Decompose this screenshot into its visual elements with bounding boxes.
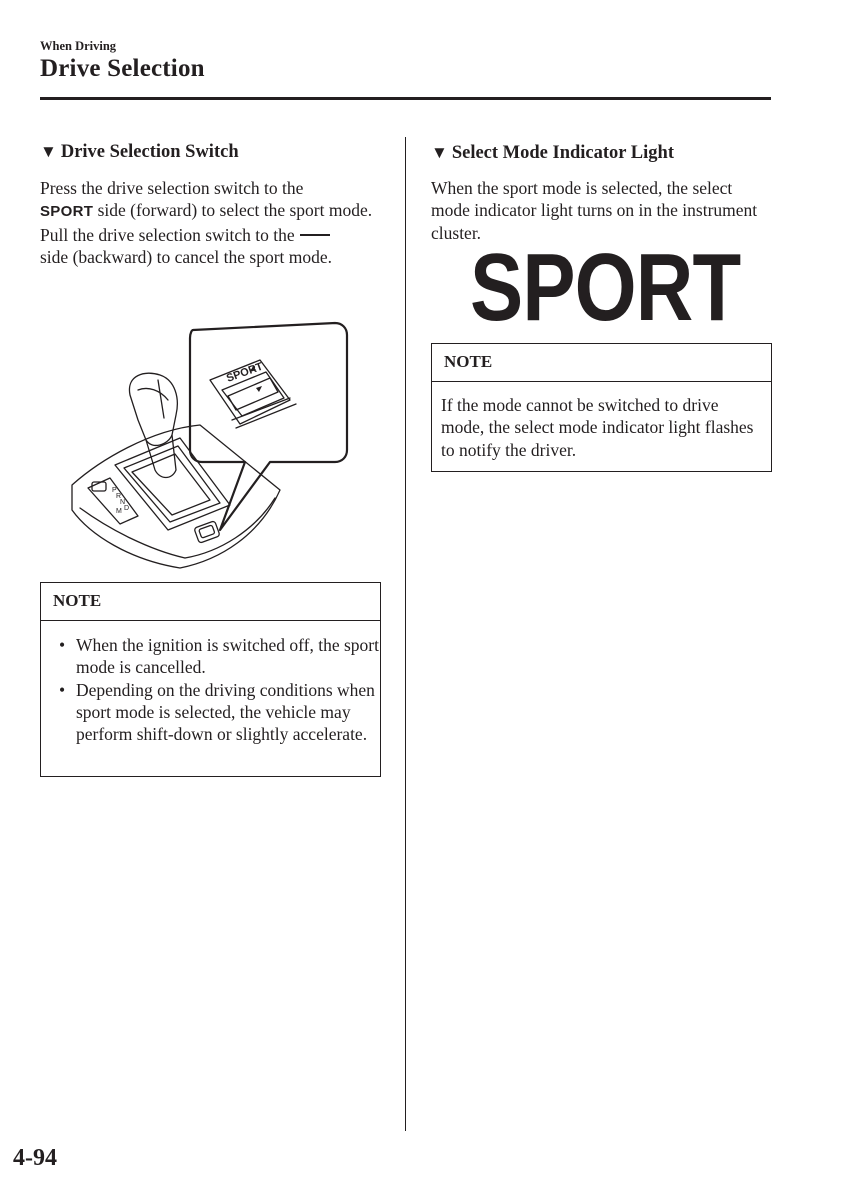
paragraph-forward [40, 177, 390, 224]
text-line: side (backward) to cancel the sport mode. [40, 246, 333, 267]
heading-text: Select Mode Indicator Light [451, 143, 674, 163]
gear-shifter-illustration [60, 320, 360, 580]
note-box-right [431, 343, 772, 472]
column-divider [405, 137, 406, 1131]
heading-text: Drive Selection Switch [60, 142, 239, 162]
list-item-text: Depending on the driving conditions when sport mode is selected, the vehicle may perform shift-down or slightly accelerate. [76, 679, 375, 745]
gear-letter: R [116, 493, 122, 500]
gear-letter: M [116, 508, 122, 515]
list-item [41, 634, 380, 679]
triangle-down-icon: ▼ [40, 142, 57, 161]
text-line: Pull the drive selection switch to the [40, 224, 295, 245]
minus-symbol [300, 234, 330, 236]
note-content [41, 621, 380, 745]
illustration-sport-label: SPORT [224, 360, 265, 385]
text-line: Press the drive selection switch to the [40, 178, 304, 198]
gear-letter: D [124, 505, 130, 512]
bullet-icon: • [59, 679, 66, 700]
bullet-icon: • [59, 635, 66, 655]
gear-letter: P [112, 487, 117, 494]
indicator-description: When the sport mode is selected, the select mode indicator light turns on in the instrument cluster. [431, 178, 758, 243]
triangle-down-icon: ▼ [431, 143, 448, 162]
header-rule [40, 97, 771, 100]
select-mode-indicator-heading [431, 143, 674, 164]
note-box-left [40, 582, 381, 777]
section-breadcrumb: When Driving [40, 39, 117, 53]
note-title: NOTE [432, 344, 771, 382]
paragraph-backward [40, 224, 390, 269]
sport-indicator-symbol: SPORT [470, 234, 741, 341]
drive-switch-description [40, 177, 390, 268]
list-item [41, 679, 380, 746]
gear-letter: N [120, 499, 126, 506]
note-title: NOTE [41, 583, 380, 621]
page-title: Drive Selection [40, 55, 205, 82]
text-line: side (forward) to select the sport mode. [93, 200, 373, 221]
sport-symbol: SPORT [40, 203, 94, 221]
page-number: 4-94 [13, 1145, 57, 1171]
drive-selection-switch-heading [40, 142, 239, 163]
list-item-text: When the ignition is switched off, the sport mode is cancelled. [76, 635, 379, 678]
note-content: If the mode cannot be switched to drive mode, the select mode indicator light flashes to notify the driver. [441, 395, 754, 460]
